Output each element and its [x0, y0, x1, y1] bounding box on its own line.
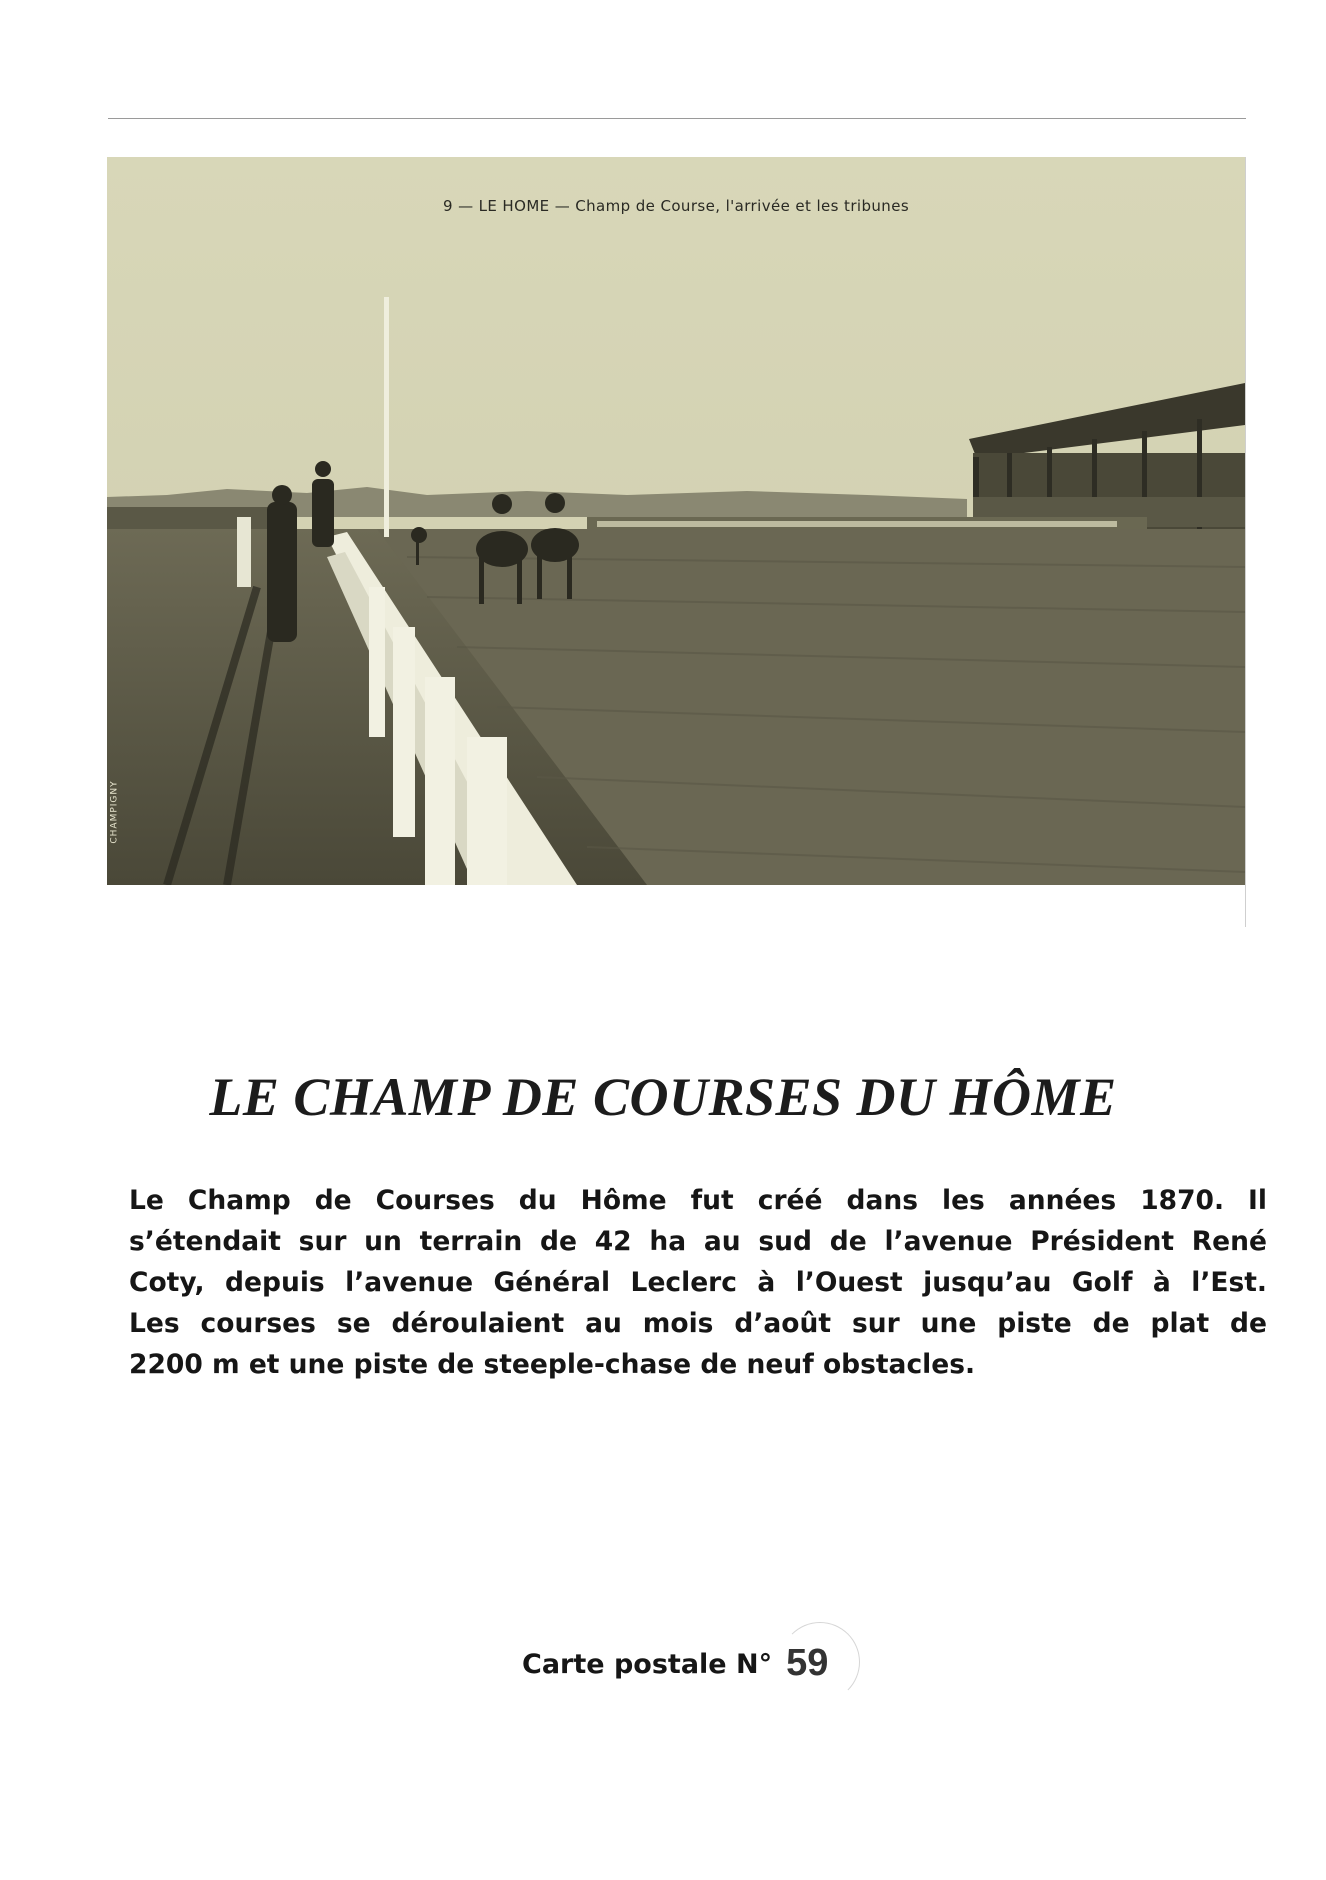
page-edge-line: [1245, 157, 1246, 927]
body-line: Le Champ de Courses du Hôme fut créé dans les années 1870. Il: [129, 1185, 1267, 1216]
postcard-number: 59: [786, 1642, 829, 1684]
page-title: LE CHAMP DE COURSES DU HÔME: [209, 1067, 1117, 1127]
postcard-label: Carte postale N°: [522, 1649, 773, 1680]
photo-edge-text: CHAMPIGNY: [109, 780, 120, 844]
body-line: Les courses se déroulaient au mois d’août sur une piste de plat de: [129, 1308, 1267, 1339]
postcard-number-label: [522, 1640, 828, 1683]
postcard-photo: [107, 157, 1245, 885]
body-line: Coty, depuis l’avenue Général Leclerc à l’Ouest jusqu’au Golf à l’Est.: [129, 1267, 1267, 1298]
top-rule: [108, 118, 1246, 119]
body-line: s’étendait sur un terrain de 42 ha au sud de l’avenue Président René: [129, 1226, 1267, 1257]
racecourse-illustration: [107, 157, 1245, 885]
body-line: 2200 m et une piste de steeple-chase de neuf obstacles.: [129, 1349, 976, 1380]
body-paragraph: [129, 1180, 1267, 1385]
photo-caption: 9 — LE HOME — Champ de Course, l'arrivée et les tribunes: [442, 197, 910, 215]
